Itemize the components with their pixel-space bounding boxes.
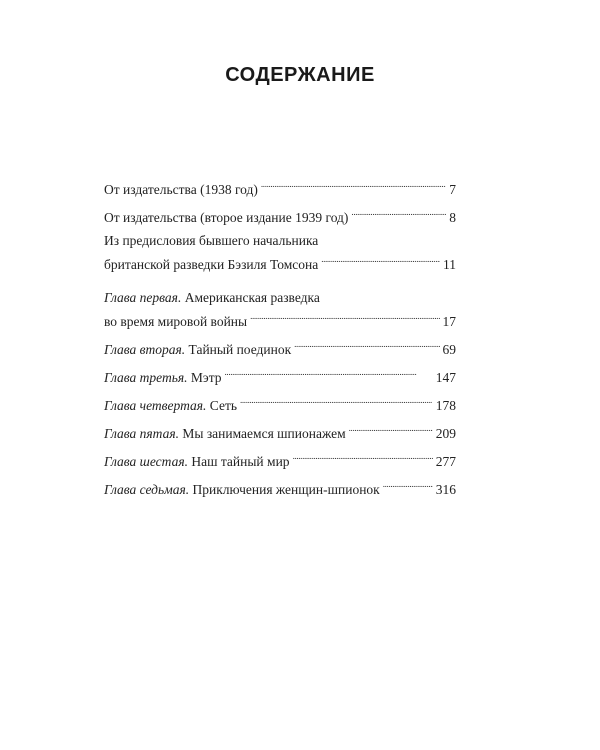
toc-entry-title [104, 480, 380, 499]
toc-chapter-entry [104, 475, 456, 499]
toc-entry-title: От издательства (1938 год) [104, 182, 258, 197]
dot-leader [294, 335, 439, 354]
toc-entry-title: Из предисловия бывшего начальника [104, 233, 319, 248]
toc-page-number: 69 [442, 342, 456, 357]
toc-chapter-entry [104, 335, 456, 359]
toc-entry-line [104, 175, 456, 199]
chapter-label: Глава седьмая. [104, 482, 190, 497]
toc-page-number: 17 [442, 314, 456, 329]
toc-page-number: 7 [449, 182, 456, 197]
toc-entry [104, 203, 456, 227]
toc-page-number: 178 [435, 398, 456, 413]
dot-leader [261, 175, 446, 194]
toc-entry-line [104, 307, 456, 331]
dot-leader [293, 447, 433, 466]
toc-entry-line [104, 250, 456, 274]
chapter-title: Тайный поединок [185, 342, 292, 357]
chapter-label: Глава пятая. [104, 426, 179, 441]
toc-entry-title [104, 452, 290, 471]
dot-leader [250, 307, 439, 326]
toc-page-number: 147 [435, 370, 456, 385]
toc-entry-line [104, 288, 456, 307]
toc-chapter-entry [104, 447, 456, 471]
chapter-title: Мы занимаемся шпионажем [179, 426, 346, 441]
toc-chapter-entry [104, 391, 456, 415]
chapter-title-continued: во время мировой войны [104, 314, 248, 329]
toc-page-number: 277 [435, 454, 456, 469]
chapter-label: Глава третья. [104, 370, 188, 385]
toc-entry-line [104, 475, 456, 499]
toc-entry-line [104, 335, 456, 359]
dot-leader [321, 250, 440, 269]
dot-leader [351, 203, 446, 222]
toc-entry-title [104, 368, 222, 387]
toc-entry-line [104, 363, 456, 387]
chapter-title: Мэтр [187, 370, 222, 385]
toc-page-number: 11 [443, 257, 456, 272]
toc-entry-line [104, 419, 456, 443]
toc-chapter-entry [104, 288, 456, 331]
toc-entry-title [104, 340, 291, 359]
toc-entry-line [104, 447, 456, 471]
table-of-contents [104, 175, 456, 503]
chapter-label: Глава вторая. [104, 342, 186, 357]
toc-entry-line [104, 391, 456, 415]
toc-entry-title [104, 424, 346, 443]
toc-entry-title-continued: британской разведки Бэзиля Томсона [104, 257, 319, 272]
dot-leader [383, 475, 433, 494]
toc-entry [104, 175, 456, 199]
toc-entry-title [104, 396, 237, 415]
toc-page-number: 316 [435, 482, 456, 497]
chapter-title: Приключения женщин-шпионок [189, 482, 380, 497]
chapter-label: Глава первая. [104, 290, 182, 305]
toc-page-number: 209 [435, 426, 456, 441]
dot-leader [349, 419, 433, 438]
toc-entry-title: От издательства (второе издание 1939 год) [104, 210, 349, 225]
chapter-label: Глава шестая. [104, 454, 188, 469]
toc-page-number: 8 [449, 210, 456, 225]
dot-leader [240, 391, 433, 410]
toc-entry-line [104, 203, 456, 227]
dot-leader [225, 363, 433, 382]
chapter-title: Сеть [206, 398, 237, 413]
toc-entry-title [104, 288, 320, 307]
toc-entry-line [104, 231, 456, 250]
chapter-label: Глава четвертая. [104, 398, 207, 413]
chapter-title: Наш тайный мир [187, 454, 290, 469]
toc-entry [104, 231, 456, 274]
page-title: СОДЕРЖАНИЕ [225, 64, 375, 86]
chapter-title: Американская разведка [181, 290, 320, 305]
toc-chapter-entry [104, 363, 456, 387]
toc-chapter-entry [104, 419, 456, 443]
